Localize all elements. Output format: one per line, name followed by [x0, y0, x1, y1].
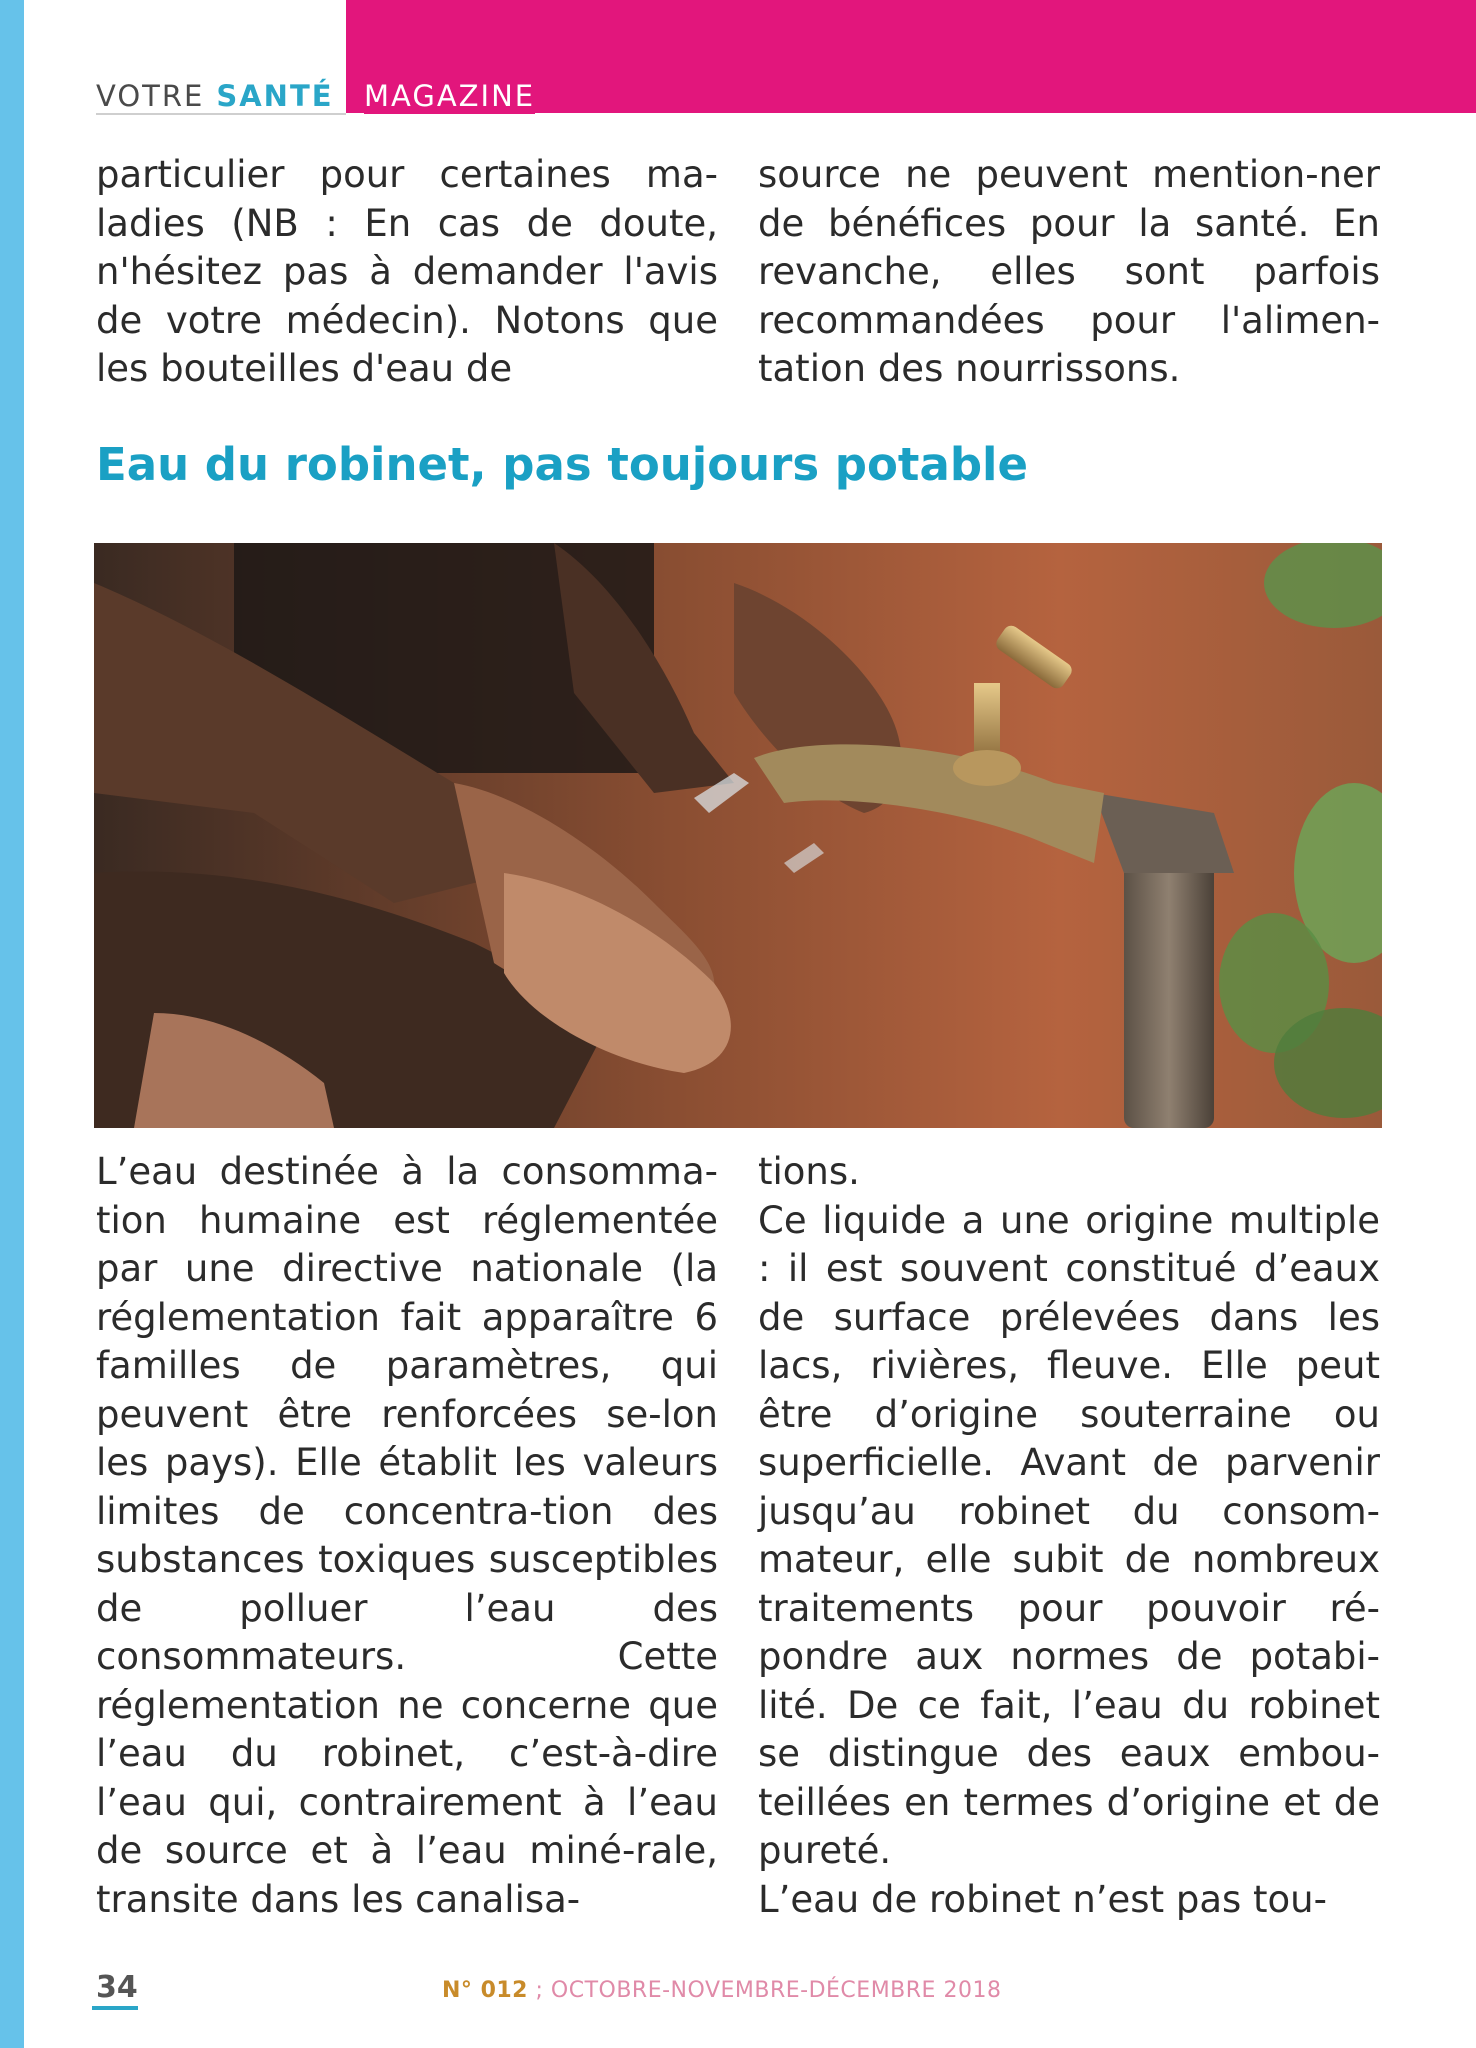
article-paragraph-right-1: tions. — [758, 1150, 860, 1193]
page-number-underline — [92, 2006, 138, 2010]
magazine-header — [96, 78, 536, 114]
issue-info — [442, 1978, 1001, 2003]
hands-under-tap-photo — [94, 543, 1382, 1128]
article-column-left — [96, 1148, 718, 1924]
article-paragraph-right-2: Ce liquide a une origine multiple : il est souvent constitué d’eaux de surface prélevées dans les lacs, rivières, fleuve. Elle peut être d’origine souterraine ou superficielle. Avant de parvenir jusqu’au robinet du consom-mateur, elle subit de nombreux traitements pour pouvoir ré-pondre aux normes de potabi-lité. De ce fait, l’eau du robinet se distingue des eaux embou-teillées en termes d’origine et de pureté. — [758, 1198, 1380, 1872]
header-word-sante: SANTÉ — [216, 79, 334, 113]
article-paragraph-left: L’eau destinée à la consomma-tion humaine est réglementée par une directive nationale (la réglementation fait apparaître 6 familles de paramètres, qui peuvent être renforcées se-lon les pays). Elle établit les valeurs limites de concentra-tion des substances toxiques susceptibles de polluer l’eau des consommateurs. Cette réglementation ne concerne que l’eau du robinet, c’est-à-dire l’eau qui, contrairement à l’eau de source et à l’eau miné-rale, transite dans les canalisa- — [96, 1150, 718, 1921]
intro-paragraph-right: source ne peuvent mention-ner de bénéfices pour la santé. En revanche, elles sont parfois recommandées pour l'alimen-tation des nourrissons. — [758, 153, 1380, 390]
issue-date: OCTOBRE-NOVEMBRE-DÉCEMBRE 2018 — [550, 1978, 1002, 2003]
intro-column-right — [758, 151, 1380, 394]
article-paragraph-right-3: L’eau de robinet n’est pas tou- — [758, 1877, 1327, 1921]
header-word-magazine: MAGAZINE — [364, 79, 536, 113]
intro-column-left — [96, 151, 718, 394]
article-column-right — [758, 1148, 1380, 1924]
left-accent-stripe — [0, 0, 24, 2048]
issue-separator: ; — [528, 1978, 551, 2003]
section-heading: Eau du robinet, pas toujours potable — [96, 438, 1028, 491]
header-rule — [96, 113, 346, 115]
page-number: 34 — [96, 1970, 138, 2005]
header-word-votre: VOTRE — [96, 79, 205, 113]
intro-paragraph-left: particulier pour certaines ma-ladies (NB : En cas de doute, n'hésitez pas à demander l'avis de votre médecin). Notons que les bouteilles d'eau de — [96, 153, 718, 390]
issue-number: N° 012 — [442, 1978, 528, 2003]
